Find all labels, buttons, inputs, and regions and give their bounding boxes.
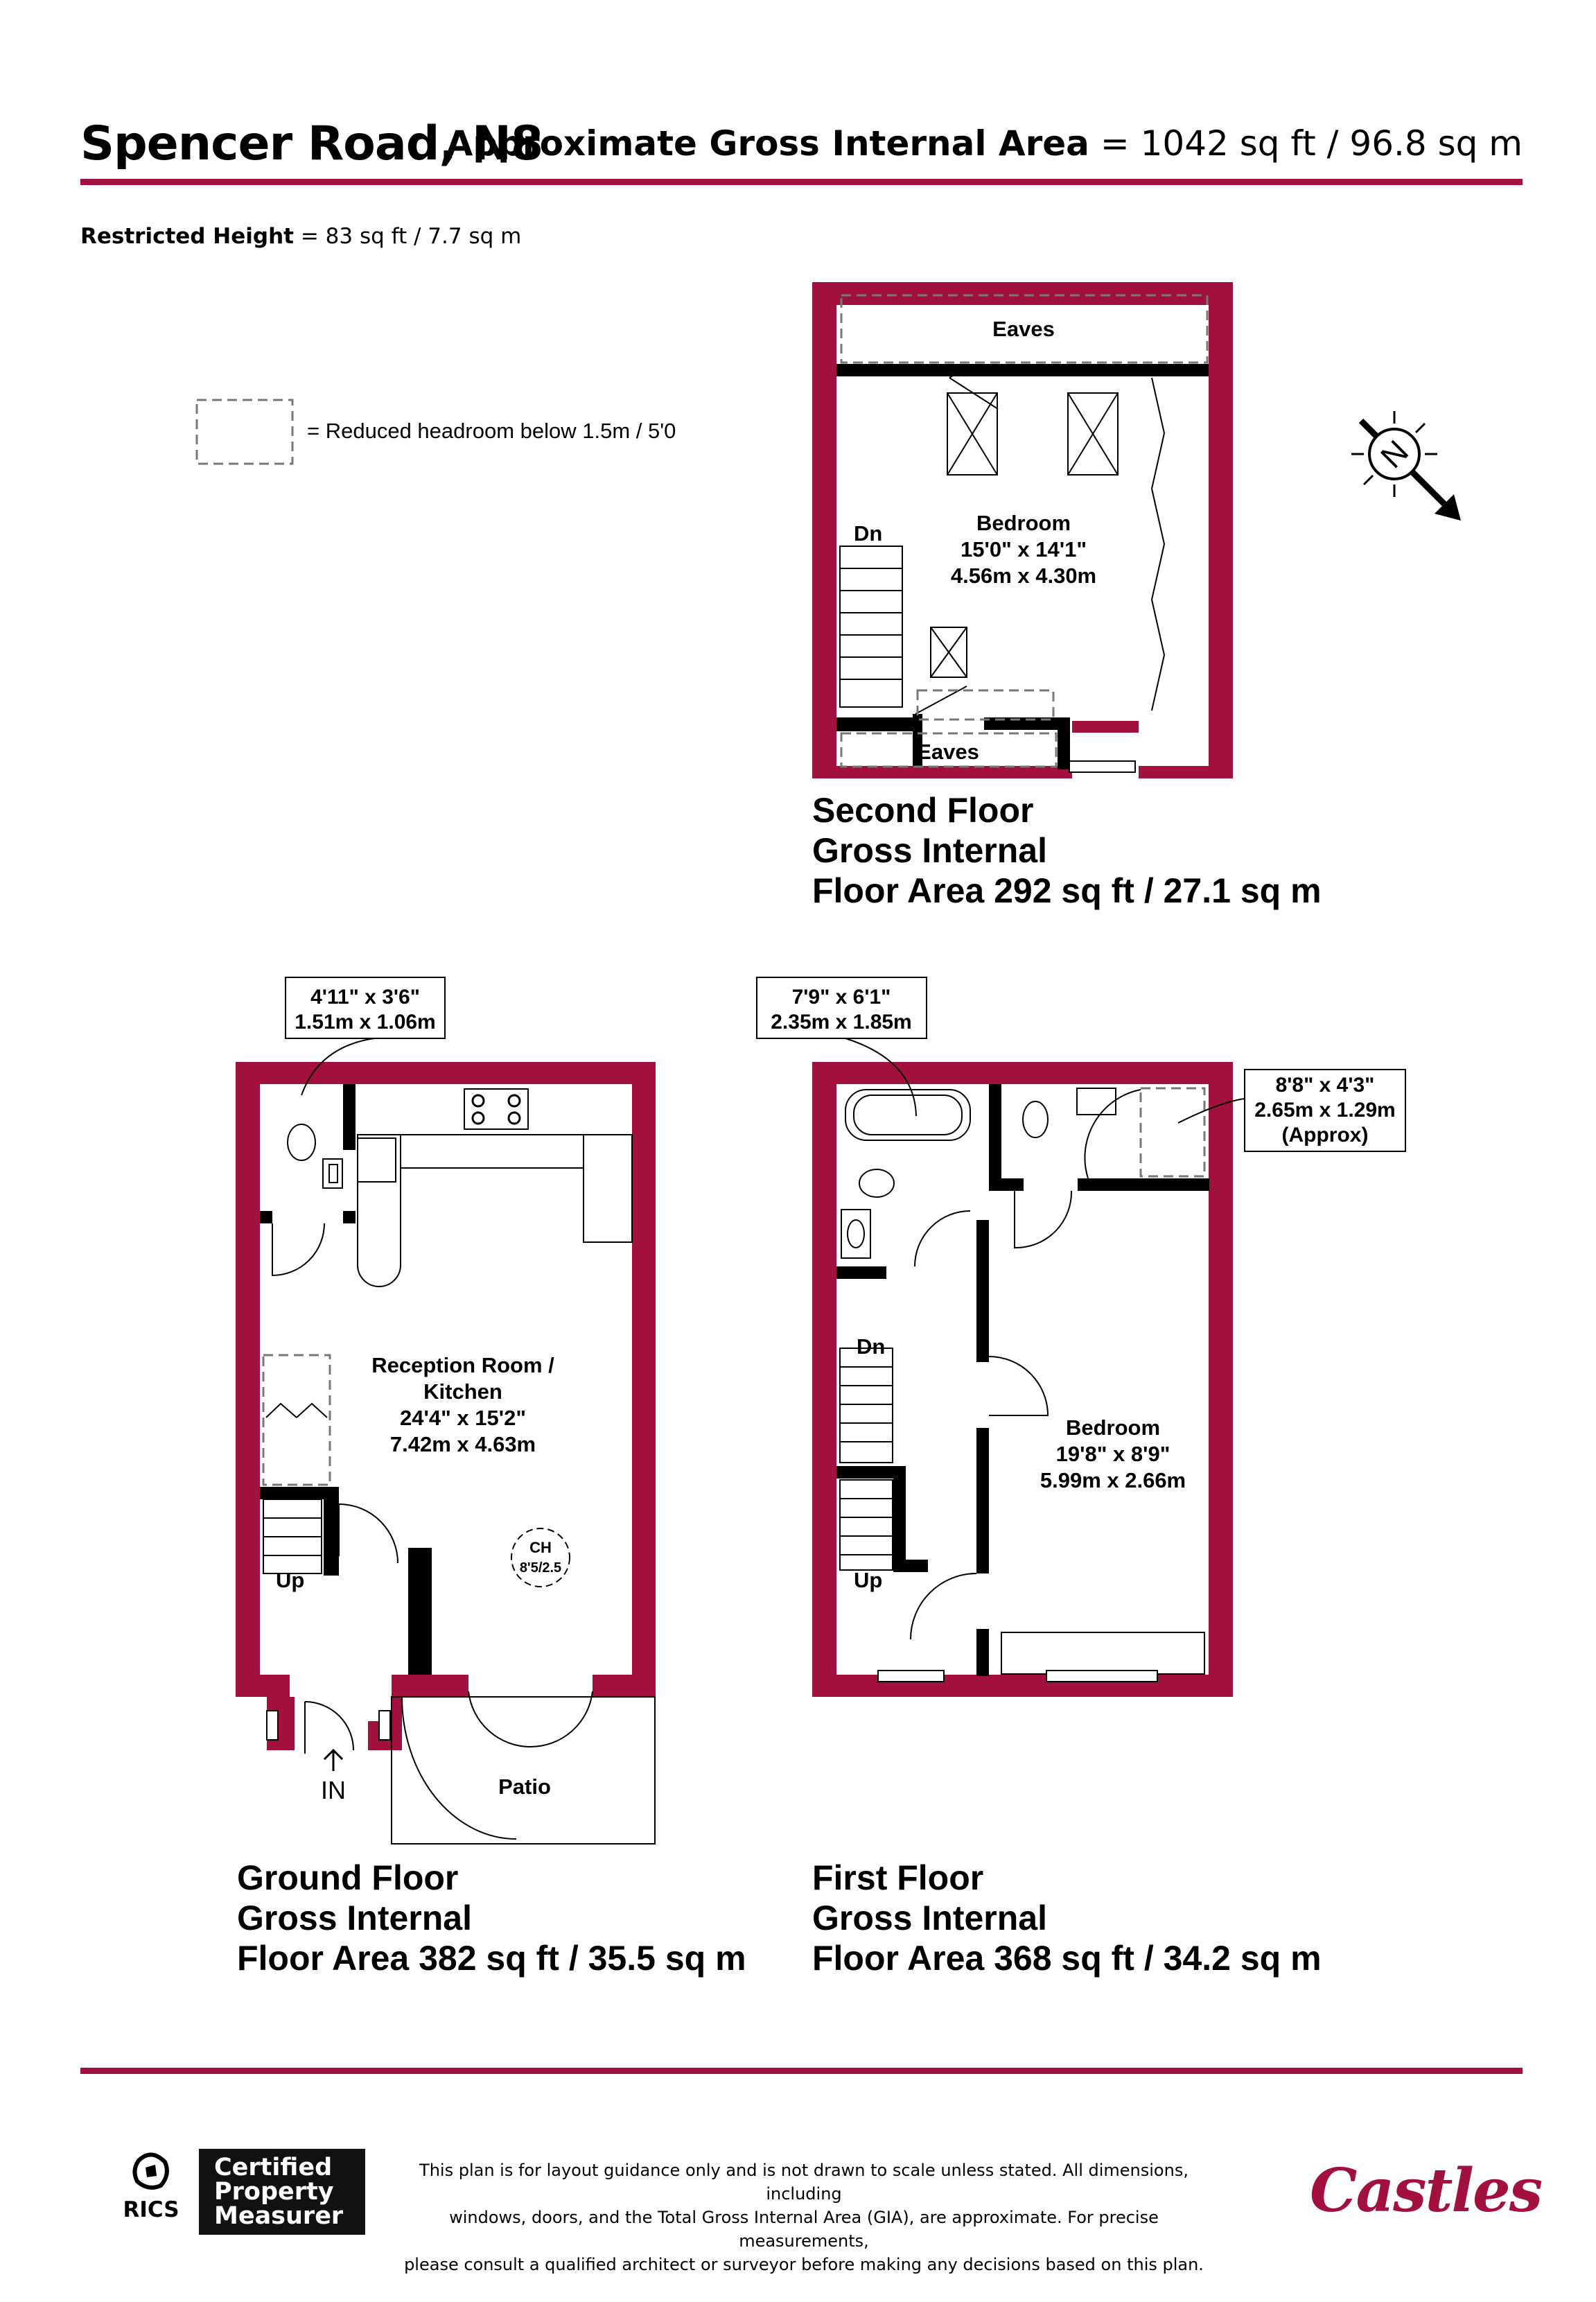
- bathroom-door: [915, 1211, 970, 1266]
- patio-label: Patio: [498, 1775, 551, 1799]
- first-floor-label-line: First Floor: [812, 1858, 984, 1897]
- rics-text: RICS: [123, 2197, 179, 2222]
- stairs-ground: [263, 1499, 322, 1573]
- inner-wall: [1078, 1178, 1209, 1191]
- inner-wall: [836, 717, 913, 731]
- shower-note: (Approx): [1281, 1124, 1369, 1146]
- inner-wall: [324, 1487, 339, 1576]
- second-floor-label-line: Gross Internal: [812, 831, 1047, 870]
- legend-dashed-box: [197, 400, 292, 464]
- hall-door: [339, 1504, 398, 1563]
- inner-wall: [408, 1548, 432, 1675]
- ch-value: 8'5/2.5: [519, 1560, 562, 1576]
- compass-letter: N: [1373, 433, 1416, 476]
- first-floor-label: [812, 1858, 1322, 1978]
- ground-floor-plan: [236, 977, 656, 1844]
- patio-curve: [402, 1697, 516, 1839]
- second-room-metric: 4.56m x 4.30m: [950, 564, 1097, 588]
- kitchen-counter: [584, 1135, 632, 1242]
- kitchen-counter: [401, 1135, 588, 1168]
- wc-door: [272, 1223, 324, 1275]
- second-floor-label-line: Floor Area 292 sq ft / 27.1 sq m: [812, 871, 1322, 910]
- window: [267, 1711, 278, 1740]
- ground-room-name-1: Reception Room /: [371, 1353, 554, 1377]
- shower-metric: 2.65m x 1.29m: [1254, 1099, 1396, 1122]
- inner-wall: [260, 1211, 272, 1223]
- patio-outline: [392, 1697, 655, 1844]
- second-room-imperial: 15'0" x 14'1": [960, 537, 1087, 561]
- inner-wall: [343, 1084, 356, 1150]
- inner-wall: [976, 1629, 989, 1676]
- first-stairs-up-label: Up: [854, 1568, 883, 1592]
- inner-wall: [836, 364, 1209, 376]
- entrance-door: [305, 1702, 353, 1754]
- ground-floor-label-line: Ground Floor: [237, 1858, 459, 1897]
- second-stairs-label: Dn: [854, 521, 883, 546]
- wardrobe: [1001, 1632, 1204, 1674]
- window: [1069, 761, 1135, 772]
- first-floor-plan: [757, 977, 1405, 1697]
- ground-floor-label: [237, 1858, 746, 1978]
- stairs-second: [840, 546, 902, 707]
- window: [1046, 1671, 1157, 1682]
- inner-wall: [893, 1466, 906, 1570]
- first-room-name: Bedroom: [1065, 1415, 1161, 1440]
- bedroom-door: [989, 1357, 1048, 1415]
- ground-room-imperial: 24'4" x 15'2": [399, 1406, 527, 1430]
- compass-icon: [1351, 411, 1461, 521]
- shower-imperial: 8'8" x 4'3": [1275, 1074, 1375, 1097]
- eaves-door-zone: [918, 690, 1053, 720]
- restricted-height-label: Restricted Height: [80, 224, 294, 249]
- ground-room-metric: 7.42m x 4.63m: [389, 1432, 536, 1456]
- second-eaves-top-label: Eaves: [992, 317, 1055, 341]
- inner-wall: [1058, 717, 1070, 769]
- total-area-label: Approximate Gross Internal Area: [446, 123, 1089, 164]
- certified-property-measurer-badge: [199, 2149, 365, 2235]
- sink-icon: [358, 1138, 396, 1182]
- landing-door: [911, 1573, 976, 1639]
- first-stairs-down-label: Dn: [857, 1334, 886, 1359]
- rics-lion-icon: [134, 2154, 166, 2187]
- inner-wall: [989, 1084, 1001, 1188]
- disclaimer: [402, 2159, 1206, 2276]
- velux-window: [931, 393, 1118, 677]
- ch-label: CH: [529, 1539, 552, 1556]
- inner-wall: [836, 1266, 886, 1279]
- cpm-line: Property: [214, 2178, 334, 2206]
- ceiling-height-marker: [511, 1528, 570, 1587]
- second-floor-plan: [812, 282, 1233, 778]
- ground-floor-label-line: Gross Internal: [237, 1899, 472, 1937]
- inner-wall: [976, 1275, 989, 1362]
- entrance-arrow-icon: [324, 1750, 342, 1771]
- window: [379, 1711, 390, 1740]
- wc-metric: 1.51m x 1.06m: [295, 1011, 436, 1034]
- legend-text: = Reduced headroom below 1.5m / 5'0: [307, 419, 676, 443]
- wc-fixtures: [288, 1124, 342, 1188]
- second-eaves-bottom-label: Eaves: [917, 740, 979, 764]
- hob-icon: [464, 1089, 528, 1129]
- total-area-value: = 1042 sq ft / 96.8 sq m: [1089, 123, 1523, 164]
- window: [878, 1671, 944, 1682]
- footer-rule: [80, 2068, 1523, 2074]
- storage-dashed: [263, 1355, 330, 1485]
- french-doors: [468, 1691, 593, 1747]
- shower-dashed: [1141, 1088, 1204, 1176]
- legend: [197, 400, 676, 464]
- stairs-first-down: [840, 1348, 893, 1463]
- cpm-line: Measurer: [214, 2202, 344, 2230]
- stairs-first-up: [840, 1480, 893, 1570]
- disclaimer-line: windows, doors, and the Total Gross Internal Area (GIA), are approximate. For precise measurements,: [449, 2208, 1159, 2251]
- ground-room-name-2: Kitchen: [423, 1379, 502, 1404]
- first-room-metric: 5.99m x 2.66m: [1040, 1468, 1186, 1492]
- wardrobe-doors: [1152, 378, 1164, 710]
- rics-logo: [119, 2196, 183, 2222]
- castles-logo: Castles: [1310, 2156, 1542, 2226]
- inner-wall: [989, 1178, 1024, 1191]
- page-title: Spencer Road, N8: [80, 116, 543, 171]
- first-room-imperial: 19'8" x 8'9": [1055, 1442, 1170, 1466]
- first-floor-label-line: Floor Area 368 sq ft / 34.2 sq m: [812, 1939, 1322, 1978]
- second-room-name: Bedroom: [976, 511, 1071, 535]
- second-floor-label: [812, 790, 1322, 911]
- cpm-line: Certified: [214, 2154, 333, 2181]
- storage-doors: [266, 1404, 327, 1418]
- restricted-height-value: = 83 sq ft / 7.7 sq m: [293, 224, 522, 249]
- disclaimer-line: please consult a qualified architect or surveyor before making any decisions based on this plan.: [404, 2255, 1204, 2274]
- bath-metric: 2.35m x 1.85m: [771, 1011, 912, 1034]
- inner-wall: [976, 1428, 989, 1573]
- ground-floor-label-line: Floor Area 382 sq ft / 35.5 sq m: [237, 1939, 746, 1978]
- inner-wall: [893, 1560, 928, 1572]
- entrance-label: IN: [321, 1776, 346, 1804]
- wc-imperial: 4'11" x 3'6": [310, 986, 420, 1009]
- first-floor-label-line: Gross Internal: [812, 1899, 1047, 1937]
- second-floor-label-line: Second Floor: [812, 791, 1034, 830]
- inner-wall: [343, 1211, 356, 1223]
- bedroom-door: [1015, 1191, 1071, 1248]
- first-floor-exterior-wall: [812, 1062, 1233, 1697]
- disclaimer-line: This plan is for layout guidance only and is not drawn to scale unless stated. All dimensions, including: [419, 2161, 1189, 2204]
- ground-stairs-label: Up: [276, 1568, 305, 1592]
- bath-imperial: 7'9" x 6'1": [791, 986, 891, 1009]
